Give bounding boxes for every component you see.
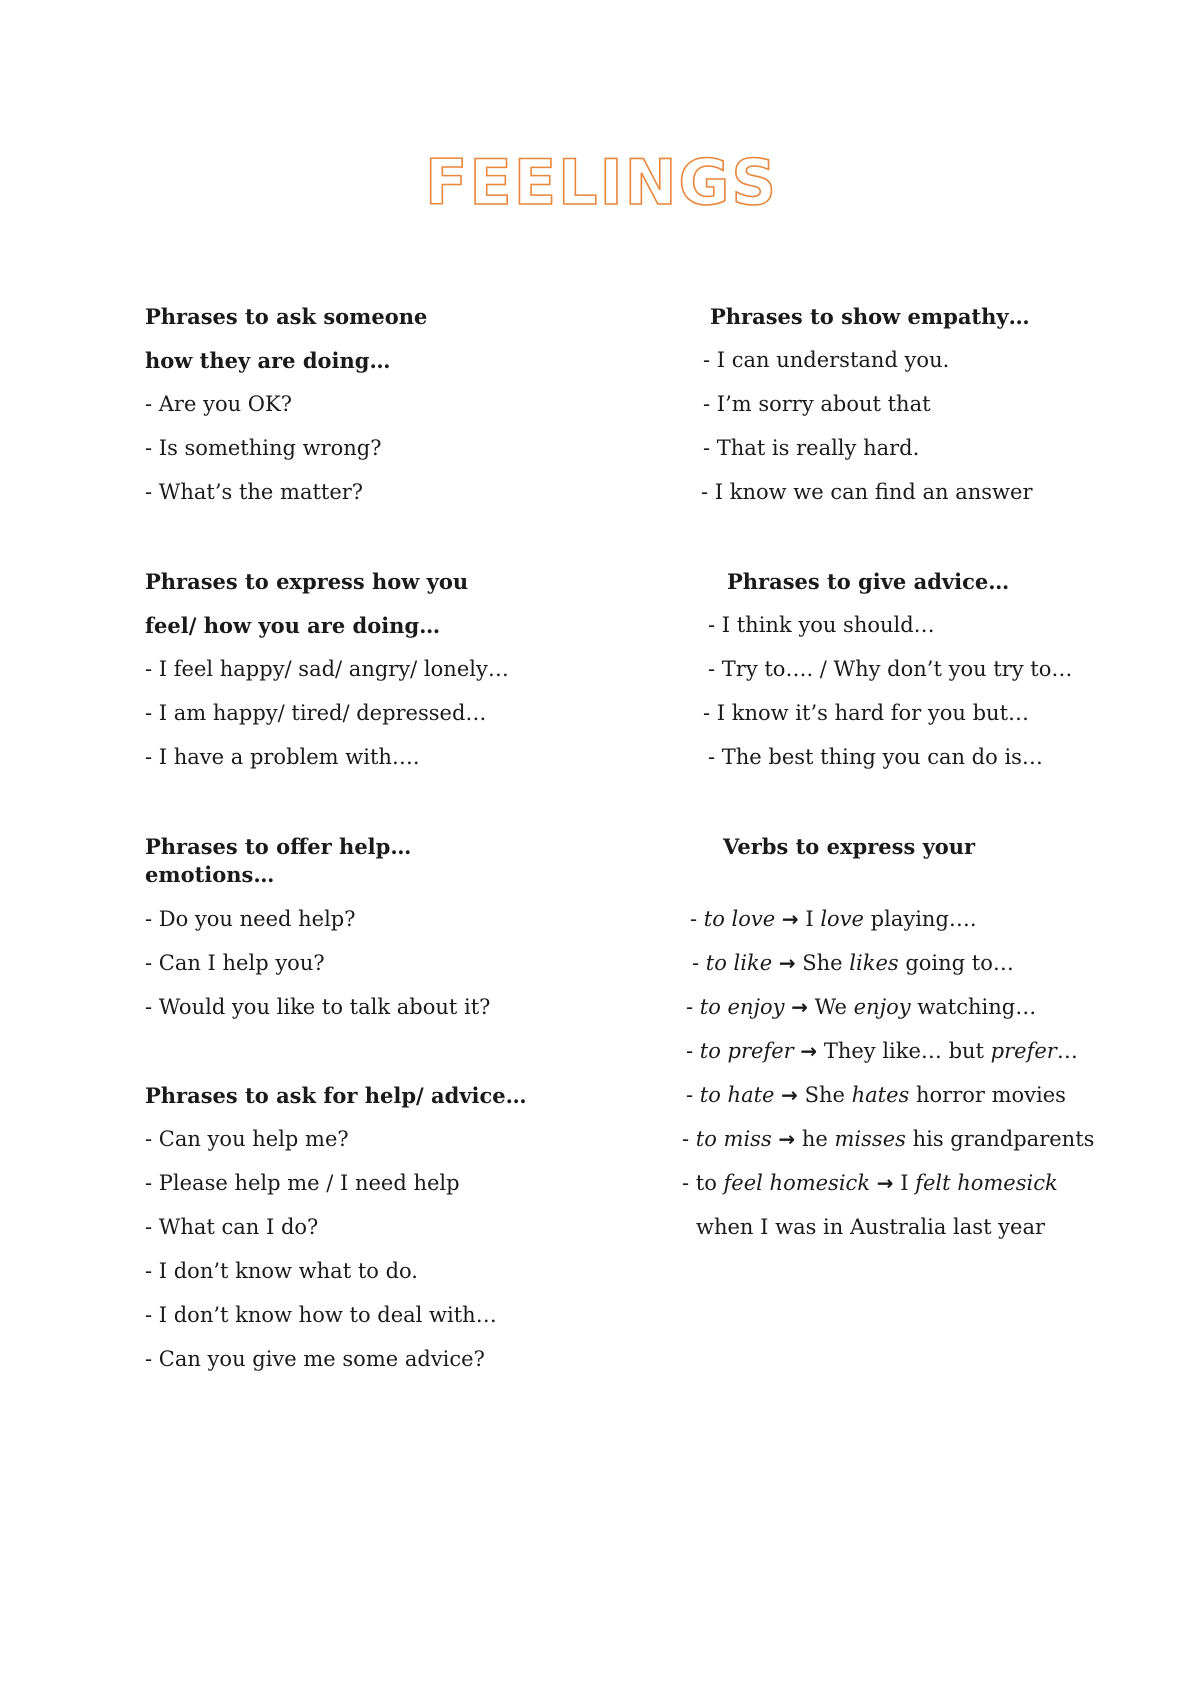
list-item: - Do you need help? — [145, 907, 356, 931]
list-item: - What can I do? — [145, 1215, 319, 1239]
verb-example-prefix: I — [805, 907, 821, 931]
list-item: - I am happy/ tired/ depressed… — [145, 701, 487, 725]
verb-line — [682, 1127, 1094, 1152]
verb-line — [692, 951, 1014, 976]
verb-infinitive: feel homesick — [723, 1171, 871, 1195]
verb-infinitive: to like — [705, 951, 773, 975]
verb-example-emphasis: enjoy — [853, 995, 911, 1019]
arrow-right-icon: → — [781, 907, 799, 931]
verb-dash: - — [686, 1083, 700, 1107]
list-item: - I can understand you. — [703, 348, 950, 372]
section-heading-empathy: Phrases to show empathy… — [710, 304, 1030, 329]
verb-line — [690, 907, 977, 932]
verb-example-emphasis: likes — [849, 951, 899, 975]
list-item: - Would you like to talk about it? — [145, 995, 491, 1019]
verb-example-emphasis: felt homesick — [915, 1171, 1058, 1195]
verb-infinitive: to enjoy — [699, 995, 785, 1019]
section-heading-express-feel: Phrases to express how you — [145, 569, 469, 594]
verb-example-suffix: … — [1056, 1039, 1078, 1063]
verb-example-prefix: he — [801, 1127, 835, 1151]
verb-dash: - — [690, 907, 704, 931]
list-item: - I’m sorry about that — [703, 392, 931, 416]
list-item: - I have a problem with…. — [145, 745, 420, 769]
verb-example-prefix: They like… but — [823, 1039, 991, 1063]
list-item: - I feel happy/ sad/ angry/ lonely… — [145, 657, 509, 681]
section-heading-advice: Phrases to give advice… — [727, 569, 1010, 594]
list-item: - I know it’s hard for you but… — [703, 701, 1030, 725]
verb-infinitive: to love — [703, 907, 776, 931]
list-item: - That is really hard. — [703, 436, 920, 460]
section-heading-offer-help-cont: emotions… — [145, 862, 275, 887]
list-item: - I don’t know how to deal with… — [145, 1303, 497, 1327]
verb-example-emphasis: misses — [834, 1127, 906, 1151]
section-heading-ask-doing: Phrases to ask someone — [145, 304, 428, 329]
verb-line — [686, 995, 1036, 1020]
verb-line-continuation: when I was in Australia last year — [696, 1215, 1046, 1239]
verb-example-suffix: going to… — [898, 951, 1014, 975]
list-item: - Is something wrong? — [145, 436, 382, 460]
arrow-right-icon: → — [876, 1171, 894, 1195]
list-item: - Can you help me? — [145, 1127, 349, 1151]
section-heading-offer-help: Phrases to offer help… — [145, 834, 412, 859]
verb-dash: - — [682, 1127, 696, 1151]
list-item: - Please help me / I need help — [145, 1171, 460, 1195]
section-heading-express-feel-cont: feel/ how you are doing… — [145, 613, 441, 638]
verb-example-prefix: She — [804, 1083, 852, 1107]
verb-example-prefix: I — [900, 1171, 916, 1195]
verb-example-emphasis: love — [820, 907, 864, 931]
verb-example-prefix: She — [802, 951, 850, 975]
arrow-right-icon: → — [778, 951, 796, 975]
arrow-right-icon: → — [778, 1127, 796, 1151]
verb-example-suffix: horror movies — [909, 1083, 1066, 1107]
verb-example-prefix: We — [814, 995, 854, 1019]
verb-example-suffix: watching… — [910, 995, 1037, 1019]
verb-infinitive: to miss — [695, 1127, 772, 1151]
list-item: - The best thing you can do is… — [708, 745, 1043, 769]
verb-example-suffix: playing…. — [863, 907, 977, 931]
verb-dash: - — [686, 995, 700, 1019]
list-item: - I don’t know what to do. — [145, 1259, 418, 1283]
list-item: - I think you should… — [708, 613, 935, 637]
verb-example-emphasis: prefer — [990, 1039, 1057, 1063]
verb-dash: - to — [682, 1171, 724, 1195]
list-item: - Can I help you? — [145, 951, 325, 975]
verb-example-suffix: his grandparents — [905, 1127, 1095, 1151]
section-heading-ask-help: Phrases to ask for help/ advice… — [145, 1083, 527, 1108]
page-title: FEELINGS — [425, 146, 779, 219]
section-heading-verbs: Verbs to express your — [723, 834, 976, 859]
list-item: - Can you give me some advice? — [145, 1347, 485, 1371]
verb-example-emphasis: hates — [851, 1083, 910, 1107]
list-item: - Try to…. / Why don’t you try to… — [708, 657, 1073, 681]
verb-line — [682, 1171, 1058, 1196]
arrow-right-icon: → — [800, 1039, 818, 1063]
arrow-right-icon: → — [791, 995, 808, 1019]
verb-line — [686, 1039, 1078, 1064]
verb-dash: - — [692, 951, 706, 975]
verb-line — [686, 1083, 1066, 1108]
list-item: - Are you OK? — [145, 392, 292, 416]
section-heading-ask-doing-cont: how they are doing… — [145, 348, 391, 373]
arrow-right-icon: → — [781, 1083, 798, 1107]
verb-infinitive: to hate — [699, 1083, 775, 1107]
verb-dash: - — [686, 1039, 700, 1063]
verb-infinitive: to prefer — [699, 1039, 794, 1063]
list-item: - I know we can find an answer — [701, 480, 1033, 504]
list-item: - What’s the matter? — [145, 480, 364, 504]
